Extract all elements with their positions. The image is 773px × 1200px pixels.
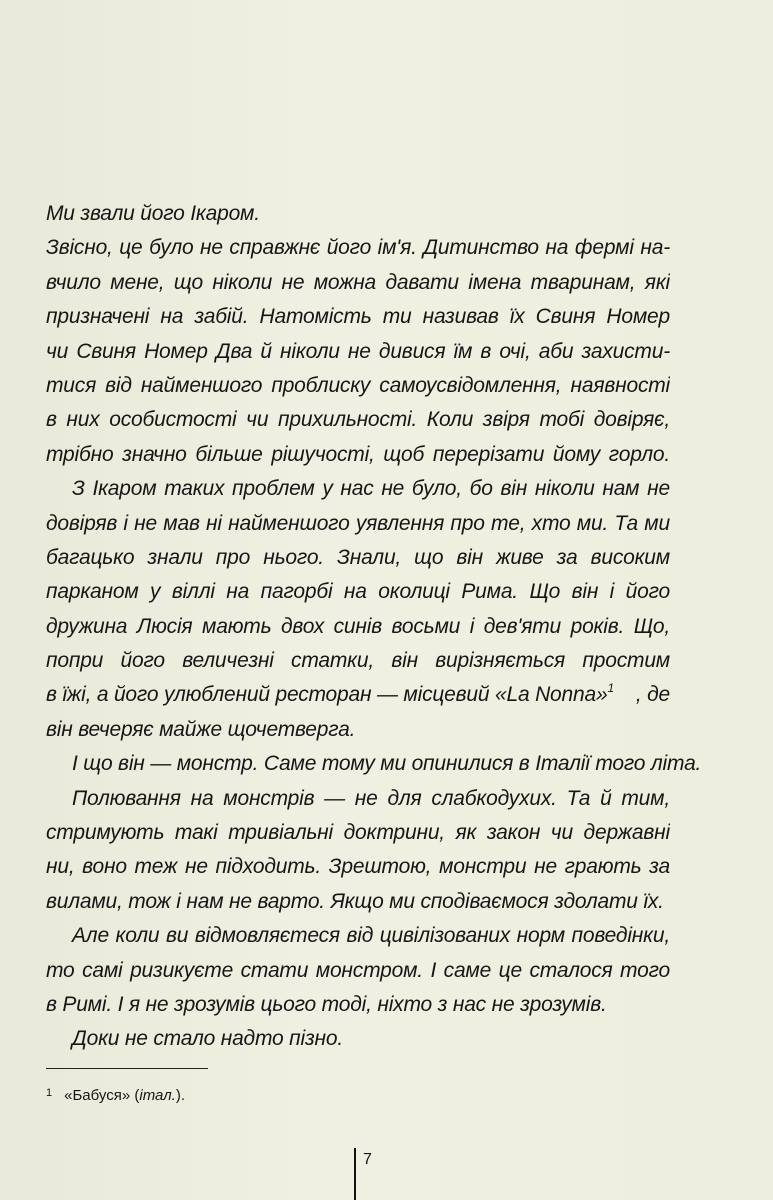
footnote-text-italic: італ. — [139, 1087, 176, 1104]
paragraph-line: І що він — монстр. Саме тому ми опинилися в Італії того літа. — [72, 752, 702, 776]
paragraph-line: вилами, тож і нам не варто. Якщо ми сподіваємося здолати їх. — [46, 889, 664, 913]
page-number: 7 — [363, 1151, 372, 1168]
paragraph-line: в Римі. І я не зрозумів цього тоді, ніхто з нас не зрозумів. — [46, 992, 607, 1016]
closing-quote: » — [595, 683, 608, 707]
paragraph-line: чи Свиня Номер Два й ніколи не дивися їм в очі, аби захисти- — [46, 339, 670, 363]
restaurant-name: La Nonna — [506, 683, 596, 707]
line-text: в їжі, а його улюблений ресторан — місцевий « — [46, 683, 507, 707]
paragraph-line: то самі ризикуєте стати монстром. І саме це сталося того — [46, 958, 670, 982]
line-segment — [46, 678, 614, 712]
body-text — [46, 197, 702, 1057]
paragraph-line: попри його величезні статки, він вирізняється простим — [46, 649, 670, 673]
paragraph-line: Звісно, це було не справжнє його ім'я. Дитинство на фермі на- — [46, 236, 670, 260]
paragraph-line: він вечеряє майже щочетверга. — [46, 717, 356, 741]
paragraph-line: Але коли ви відмовляєтеся від цивілізованих норм поведінки, — [72, 924, 670, 948]
paragraph-line: в них особистості чи прихильності. Коли звіря тобі довіряє, — [46, 408, 670, 432]
folio-divider — [354, 1148, 356, 1200]
paragraph-line: дружина Люсія мають двох синів восьми і дев'яти років. Що, — [46, 614, 670, 638]
paragraph-line: ни, воно теж не підходить. Зрештою, монстри не грають за — [46, 855, 670, 879]
paragraph-line: стримують такі тривіальні доктрини, як закон чи державні — [46, 821, 670, 845]
paragraph-line: довіряв і не мав ні найменшого уявлення про те, хто ми. Та ми — [46, 511, 670, 535]
footnote-text-close: ). — [175, 1087, 186, 1104]
paragraph-line: З Ікаром таких проблем у нас не було, бо він ніколи нам не — [72, 477, 670, 501]
footnote — [46, 1083, 185, 1106]
footnote-text-open: «Бабуся» ( — [64, 1087, 140, 1104]
paragraph-line: багацько знали про нього. Знали, що він живе за високим — [46, 545, 670, 569]
paragraph-line: призначені на забій. Натомість ти називав їх Свиня Номер — [46, 305, 670, 329]
paragraph-line: парканом у віллі на пагорбі на околиці Рима. Що він і його — [46, 580, 670, 604]
paragraph-line: Ми звали його Ікаром. — [46, 202, 260, 225]
line-end: , де — [635, 683, 670, 707]
paragraph-line: Доки не стало надто пізно. — [72, 1027, 343, 1051]
paragraph-line: Полювання на монстрів — не для слабкодухих. Та й тим, — [72, 786, 670, 810]
footnote-number: 1 — [46, 1087, 53, 1099]
footnote-reference: 1 — [607, 681, 614, 696]
paragraph-line-with-footnote — [46, 678, 670, 712]
paragraph-line: трібно значно більше рішучості, щоб перерізати йому горло. — [46, 442, 670, 466]
footnote-divider — [46, 1068, 208, 1069]
paragraph-line: вчило мене, що ніколи не можна давати імена тваринам, які — [46, 270, 670, 294]
paragraph-line: тися від найменшого проблиску самоусвідомлення, наявності — [46, 373, 670, 397]
